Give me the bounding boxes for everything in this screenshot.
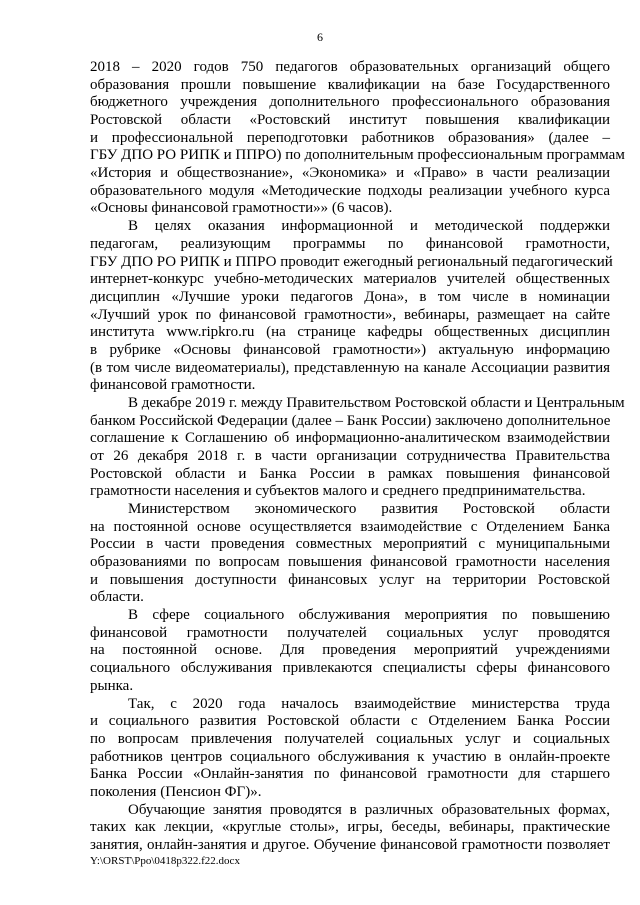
text-line: и профессиональной переподготовки работников образования» (далее – [90, 129, 610, 146]
text-line: рынка. [90, 677, 134, 694]
text-line: на постоянной основе. Для проведения мероприятий учреждениями [90, 642, 610, 659]
text-line: грамотности населения и субъектов малого и среднего предпринимательства. [90, 483, 586, 500]
page-number: 6 [317, 30, 323, 44]
text-line: интернет-конкурс учебно-методических материалов учителей общественных [90, 271, 610, 288]
paragraph-first-line: В целях оказания информационной и методической поддержки [128, 218, 610, 235]
text-line: ГБУ ДПО РО РИПК и ППРО проводит ежегодный региональный педагогический [90, 253, 613, 270]
text-line: института www.ripkro.ru (на странице кафедры общественных дисциплин [90, 324, 610, 341]
text-line: от 26 декабря 2018 г. в части организации сотрудничества Правительства [90, 448, 610, 464]
text-line: 2018 – 2020 годов 750 педагогов образовательных организаций общего [90, 59, 610, 75]
text-line: образованиями по вопросам повышения финансовой грамотности населения [90, 554, 610, 570]
text-line: ГБУ ДПО РО РИПК и ППРО) по дополнительным профессиональным программам [90, 147, 625, 164]
text-line: поколения (Пенсион ФГ)». [90, 783, 262, 800]
text-line: Ростовской области и Банка России в рамках повышения финансовой [90, 465, 610, 482]
text-line: «История и обществознание», «Экономика» и «Право» в части реализации [90, 165, 610, 182]
text-line: на постоянной основе осуществляется взаимодействие с Отделением Банка [90, 518, 610, 535]
text-line: Банка России «Онлайн-занятия по финансовой грамотности для старшего [90, 766, 610, 783]
text-line: и социального развития Ростовской области с Отделением Банка России [90, 713, 610, 730]
text-line: педагогам, реализующим программы по финансовой грамотности, [90, 235, 610, 252]
text-line: образовательного модуля «Методические подходы реализации учебного курса [90, 182, 610, 199]
text-line: Ростовской области «Ростовский институт повышения квалификации [90, 112, 610, 128]
text-line: социального обслуживания привлекаются специалисты сферы финансового [90, 660, 610, 677]
text-line: «Лучший урок по финансовой грамотности», вебинары, размещает на сайте [90, 306, 610, 323]
text-line: таких как лекции, «круглые столы», игры, беседы, вебинары, практические [90, 819, 610, 836]
paragraph-first-line: Так, с 2020 года началось взаимодействие министерства труда [128, 695, 610, 712]
text-line: области. [90, 589, 144, 606]
text-line: России в части проведения совместных мероприятий с муниципальными [90, 536, 610, 553]
text-line: соглашение к Соглашению об информационно-аналитическом взаимодействии [90, 430, 610, 447]
paragraph-first-line: В сфере социального обслуживания мероприятия по повышению [128, 607, 610, 624]
text-line: занятия, онлайн-занятия и другое. Обучение финансовой грамотности позволяет [90, 836, 610, 853]
text-line: в рубрике «Основы финансовой грамотности») актуальную информацию [90, 341, 610, 358]
text-line: банком Российской Федерации (далее – Банк России) заключено дополнительное [90, 412, 611, 429]
paragraph-first-line: В декабре 2019 г. между Правительством Ростовской области и Центральным [128, 394, 625, 411]
text-line: бюджетного учреждения дополнительного профессионального образования [90, 94, 610, 111]
paragraph-first-line: Обучающие занятия проводятся в различных образовательных формах, [128, 801, 610, 818]
text-line: и повышения доступности финансовых услуг на территории Ростовской [90, 571, 610, 588]
text-line: (в том числе видеоматериалы), представленную на канале Ассоциации развития [90, 359, 610, 376]
text-line: финансовой грамотности получателей социальных услуг проводятся [90, 624, 610, 641]
text-line: «Основы финансовой грамотности»» (6 часов). [90, 200, 393, 217]
text-line: работников центров социального обслуживания к участию в онлайн-проекте [90, 748, 610, 765]
text-line: финансовой грамотности. [90, 377, 256, 394]
file-path-footer: Y:\ORST\Ppo\0418p322.f22.docx [90, 855, 240, 867]
text-line: образования прошли повышение квалификации на базе Государственного [90, 76, 610, 93]
text-line: по вопросам привлечения получателей социальных услуг и социальных [90, 730, 610, 747]
paragraph-first-line: Министерством экономического развития Ростовской области [128, 501, 610, 517]
text-line: дисциплин «Лучшие уроки педагогов Дона», в том числе в номинации [90, 288, 610, 305]
